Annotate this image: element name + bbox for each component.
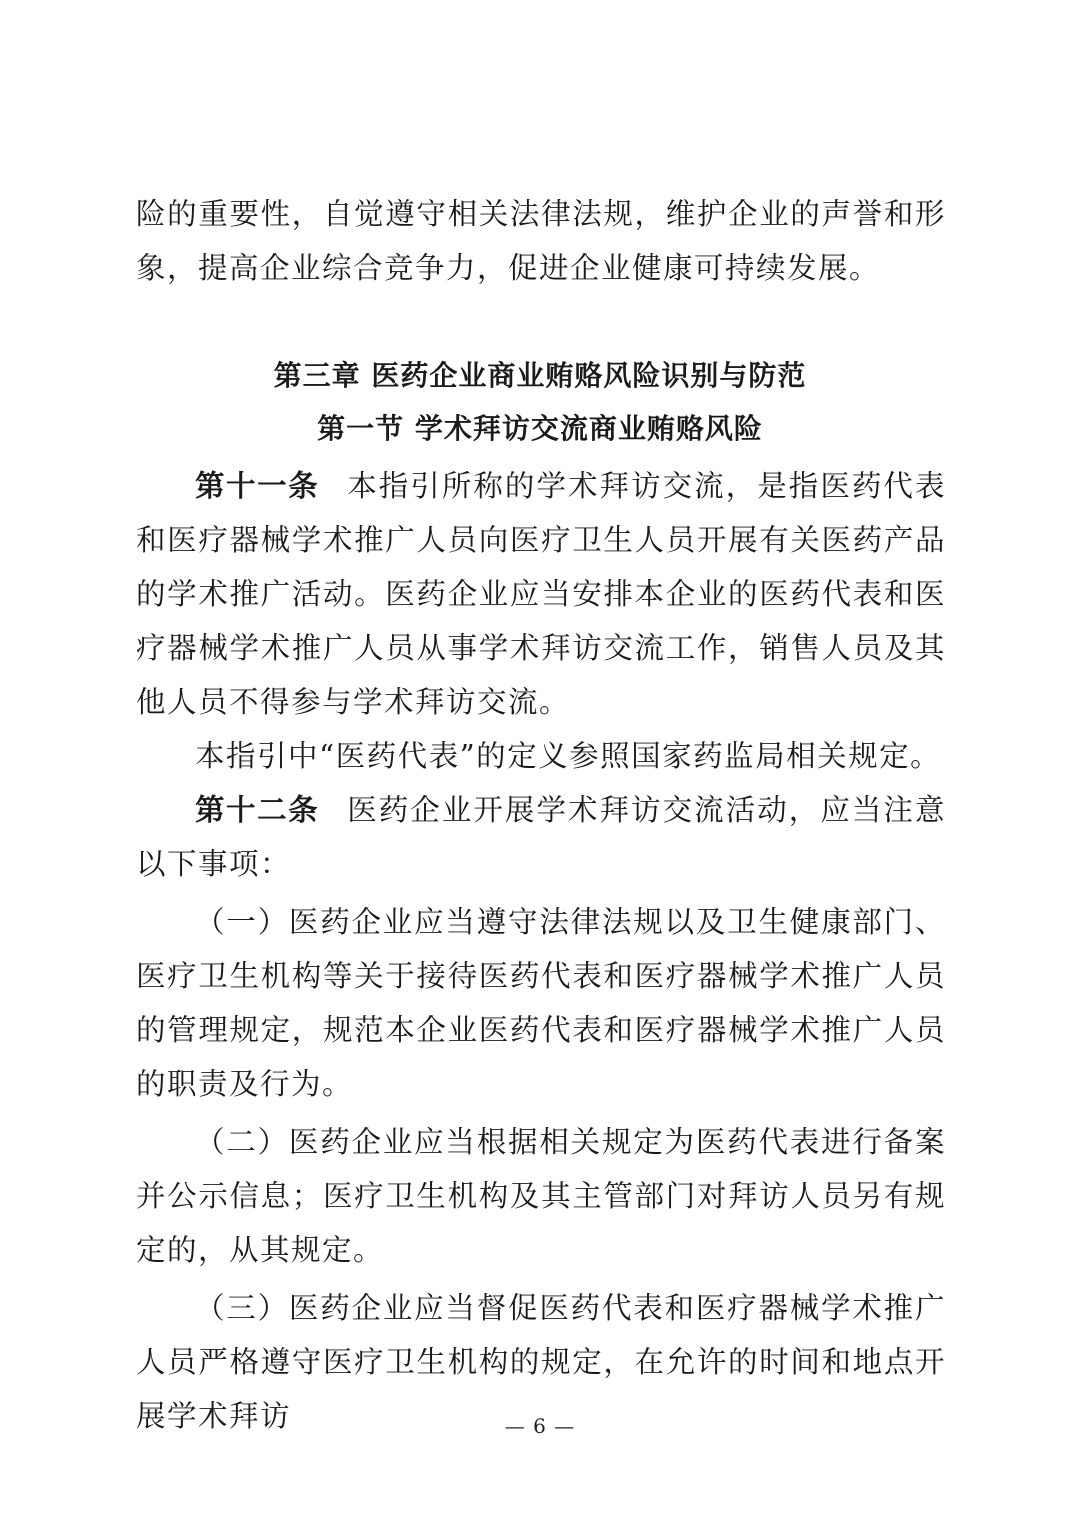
intro-text: 险的重要性，自觉遵守相关法律法规，维护企业的声誉和形象，提高企业综合竞争力，促进企业健康可持续发展。 xyxy=(136,197,946,285)
article-11-label: 第十一条 xyxy=(195,469,320,503)
chapter-title: 第三章 医药企业商业贿赂风险识别与防范 xyxy=(273,359,807,392)
intro-paragraph xyxy=(136,187,946,295)
list-item: （一）医药企业应当遵守法律法规以及卫生健康部门、医疗卫生机构等关于接待医药代表和医疗器械学术推广人员的管理规定，规范本企业医药代表和医疗器械学术推广人员的职责及行为。 xyxy=(136,905,946,1101)
list-item: （三）医药企业应当督促医药代表和医疗器械学术推广人员严格遵守医疗卫生机构的规定，在允许的时间和地点开展学术拜访 xyxy=(136,1291,946,1433)
article-11-paragraph xyxy=(136,459,946,729)
definition-note: 本指引中“医药代表”的定义参照国家药监局相关规定。 xyxy=(195,739,942,773)
section-title: 第一节 学术拜访交流商业贿赂风险 xyxy=(317,412,763,445)
article-12-label: 第十二条 xyxy=(195,793,320,827)
page-number: — 6 — xyxy=(504,1414,576,1438)
list-item: （二）医药企业应当根据相关规定为医药代表进行备案并公示信息；医疗卫生机构及其主管部门对拜访人员另有规定的，从其规定。 xyxy=(136,1125,946,1267)
article-11-text: 本指引所称的学术拜访交流，是指医药代表和医疗器械学术推广人员向医疗卫生人员开展有关医药产品的学术推广活动。医药企业应当安排本企业的医药代表和医疗器械学术推广人员从事学术拜访交流工作，销售人员及其他人员不得参与学术拜访交流。 xyxy=(136,469,946,719)
article-12-paragraph xyxy=(136,783,946,891)
article-12-text: 医药企业开展学术拜访交流活动，应当注意以下事项： xyxy=(136,793,946,881)
body-content xyxy=(136,459,946,1443)
